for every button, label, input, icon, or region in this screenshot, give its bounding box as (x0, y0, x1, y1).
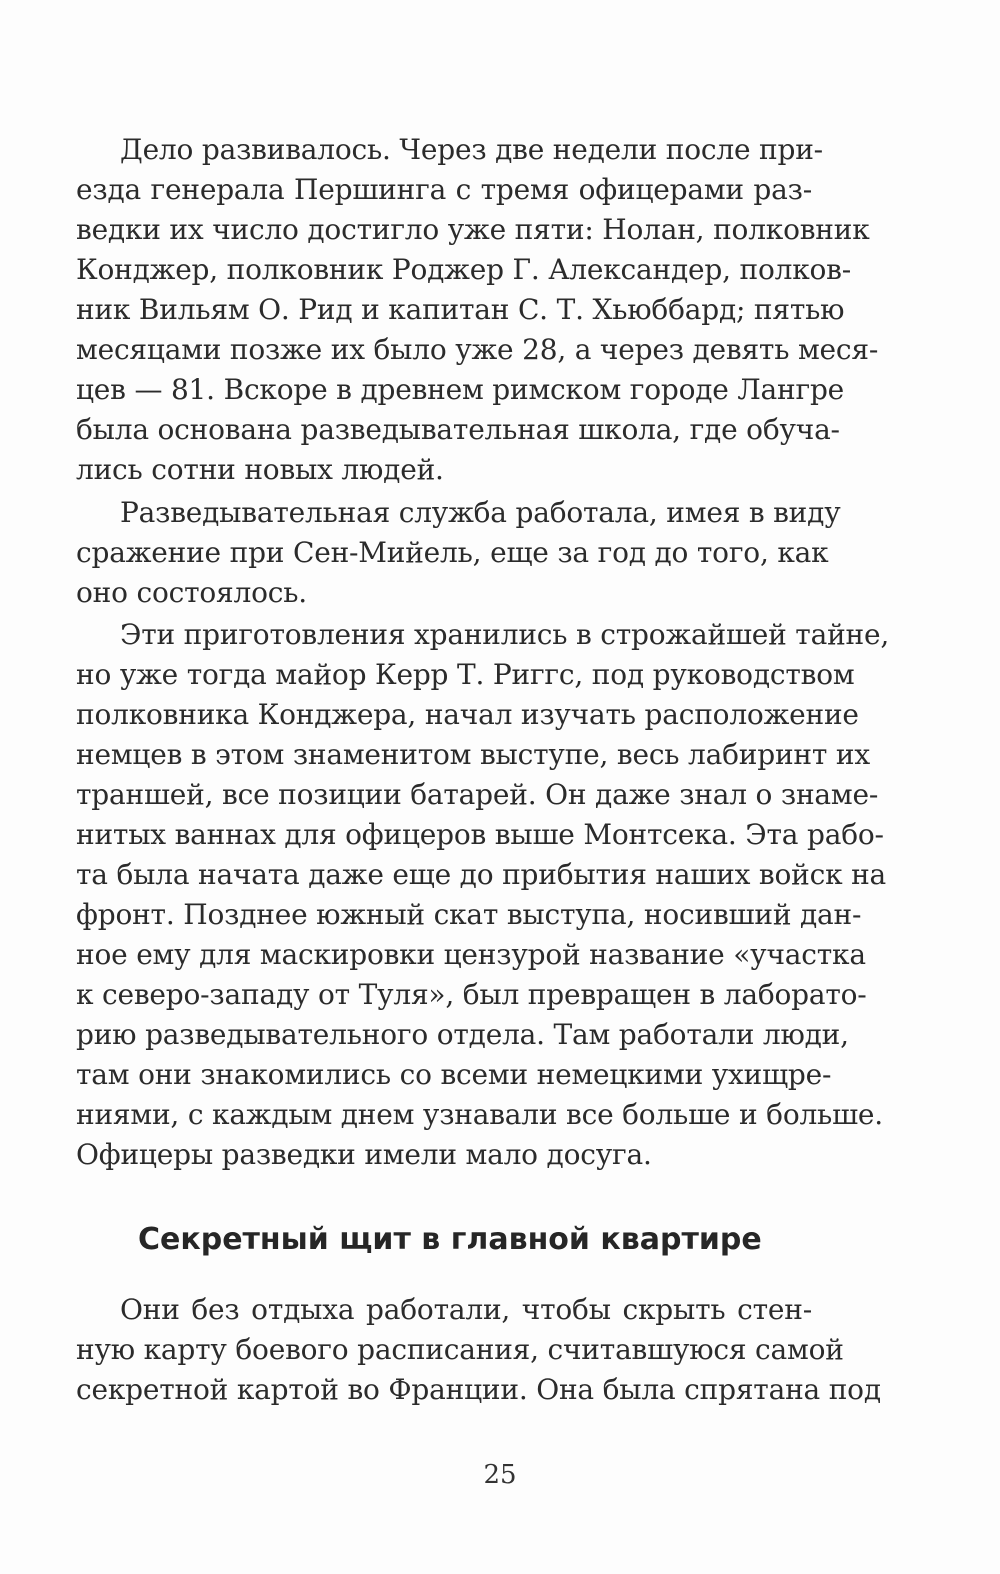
text-line: Эти приготовления хранились в строжайшей тайне, (120, 618, 890, 651)
text-line: Офицеры разведки имели мало досуга. (76, 1138, 652, 1171)
text-line: ниями, с каждым днем узнавали все больше и больше. (76, 1098, 884, 1131)
section-heading: Секретный щит в главной квартире (138, 1222, 762, 1257)
text-line: Они без отдыха работали, чтобы скрыть стен- (120, 1293, 812, 1326)
text-line: ную карту боевого расписания, считавшуюся самой (76, 1333, 844, 1366)
text-line: полковника Конджера, начал изучать расположение (76, 698, 859, 731)
text-line: Разведывательная служба работала, имея в виду (120, 496, 841, 529)
text-line: Дело развивалось. Через две недели после при- (120, 133, 823, 166)
text-line: сражение при Сен-Мийель, еще за год до того, как (76, 536, 829, 569)
text-line: цев — 81. Вскоре в древнем римском городе Лангре (76, 373, 845, 406)
text-line: лись сотни новых людей. (76, 453, 444, 486)
text-line: ведки их число достигло уже пяти: Нолан, полковник (76, 213, 870, 246)
text-line: фронт. Позднее южный скат выступа, носивший дан- (76, 898, 862, 931)
text-line: ное ему для маскировки цензурой название «участка (76, 938, 866, 971)
text-line: месяцами позже их было уже 28, а через девять меся- (76, 333, 879, 366)
text-line: рию разведывательного отдела. Там работали люди, (76, 1018, 849, 1051)
text-line: ник Вильям О. Рид и капитан С. Т. Хьюббард; пятью (76, 293, 845, 326)
text-line: та была начата даже еще до прибытия наших войск на (76, 858, 887, 891)
text-line: оно состоялось. (76, 576, 307, 609)
text-line: была основана разведывательная школа, где обуча- (76, 413, 840, 446)
text-line: к северо-западу от Туля», был превращен в лаборато- (76, 978, 867, 1011)
text-line: немцев в этом знаменитом выступе, весь лабиринт их (76, 738, 870, 771)
text-line: Конджер, полковник Роджер Г. Александер, полков- (76, 253, 851, 286)
text-line: нитых ваннах для офицеров выше Монтсека. Эта рабо- (76, 818, 884, 851)
text-line: езда генерала Першинга с тремя офицерами раз- (76, 173, 812, 206)
text-line: траншей, все позиции батарей. Он даже знал о знаме- (76, 778, 879, 811)
text-line: секретной картой во Франции. Она была спрятана под (76, 1373, 881, 1406)
text-line: там они знакомились со всеми немецкими ухищре- (76, 1058, 832, 1091)
page-number: 25 (483, 1460, 517, 1490)
text-line: но уже тогда майор Керр Т. Риггс, под руководством (76, 658, 855, 691)
